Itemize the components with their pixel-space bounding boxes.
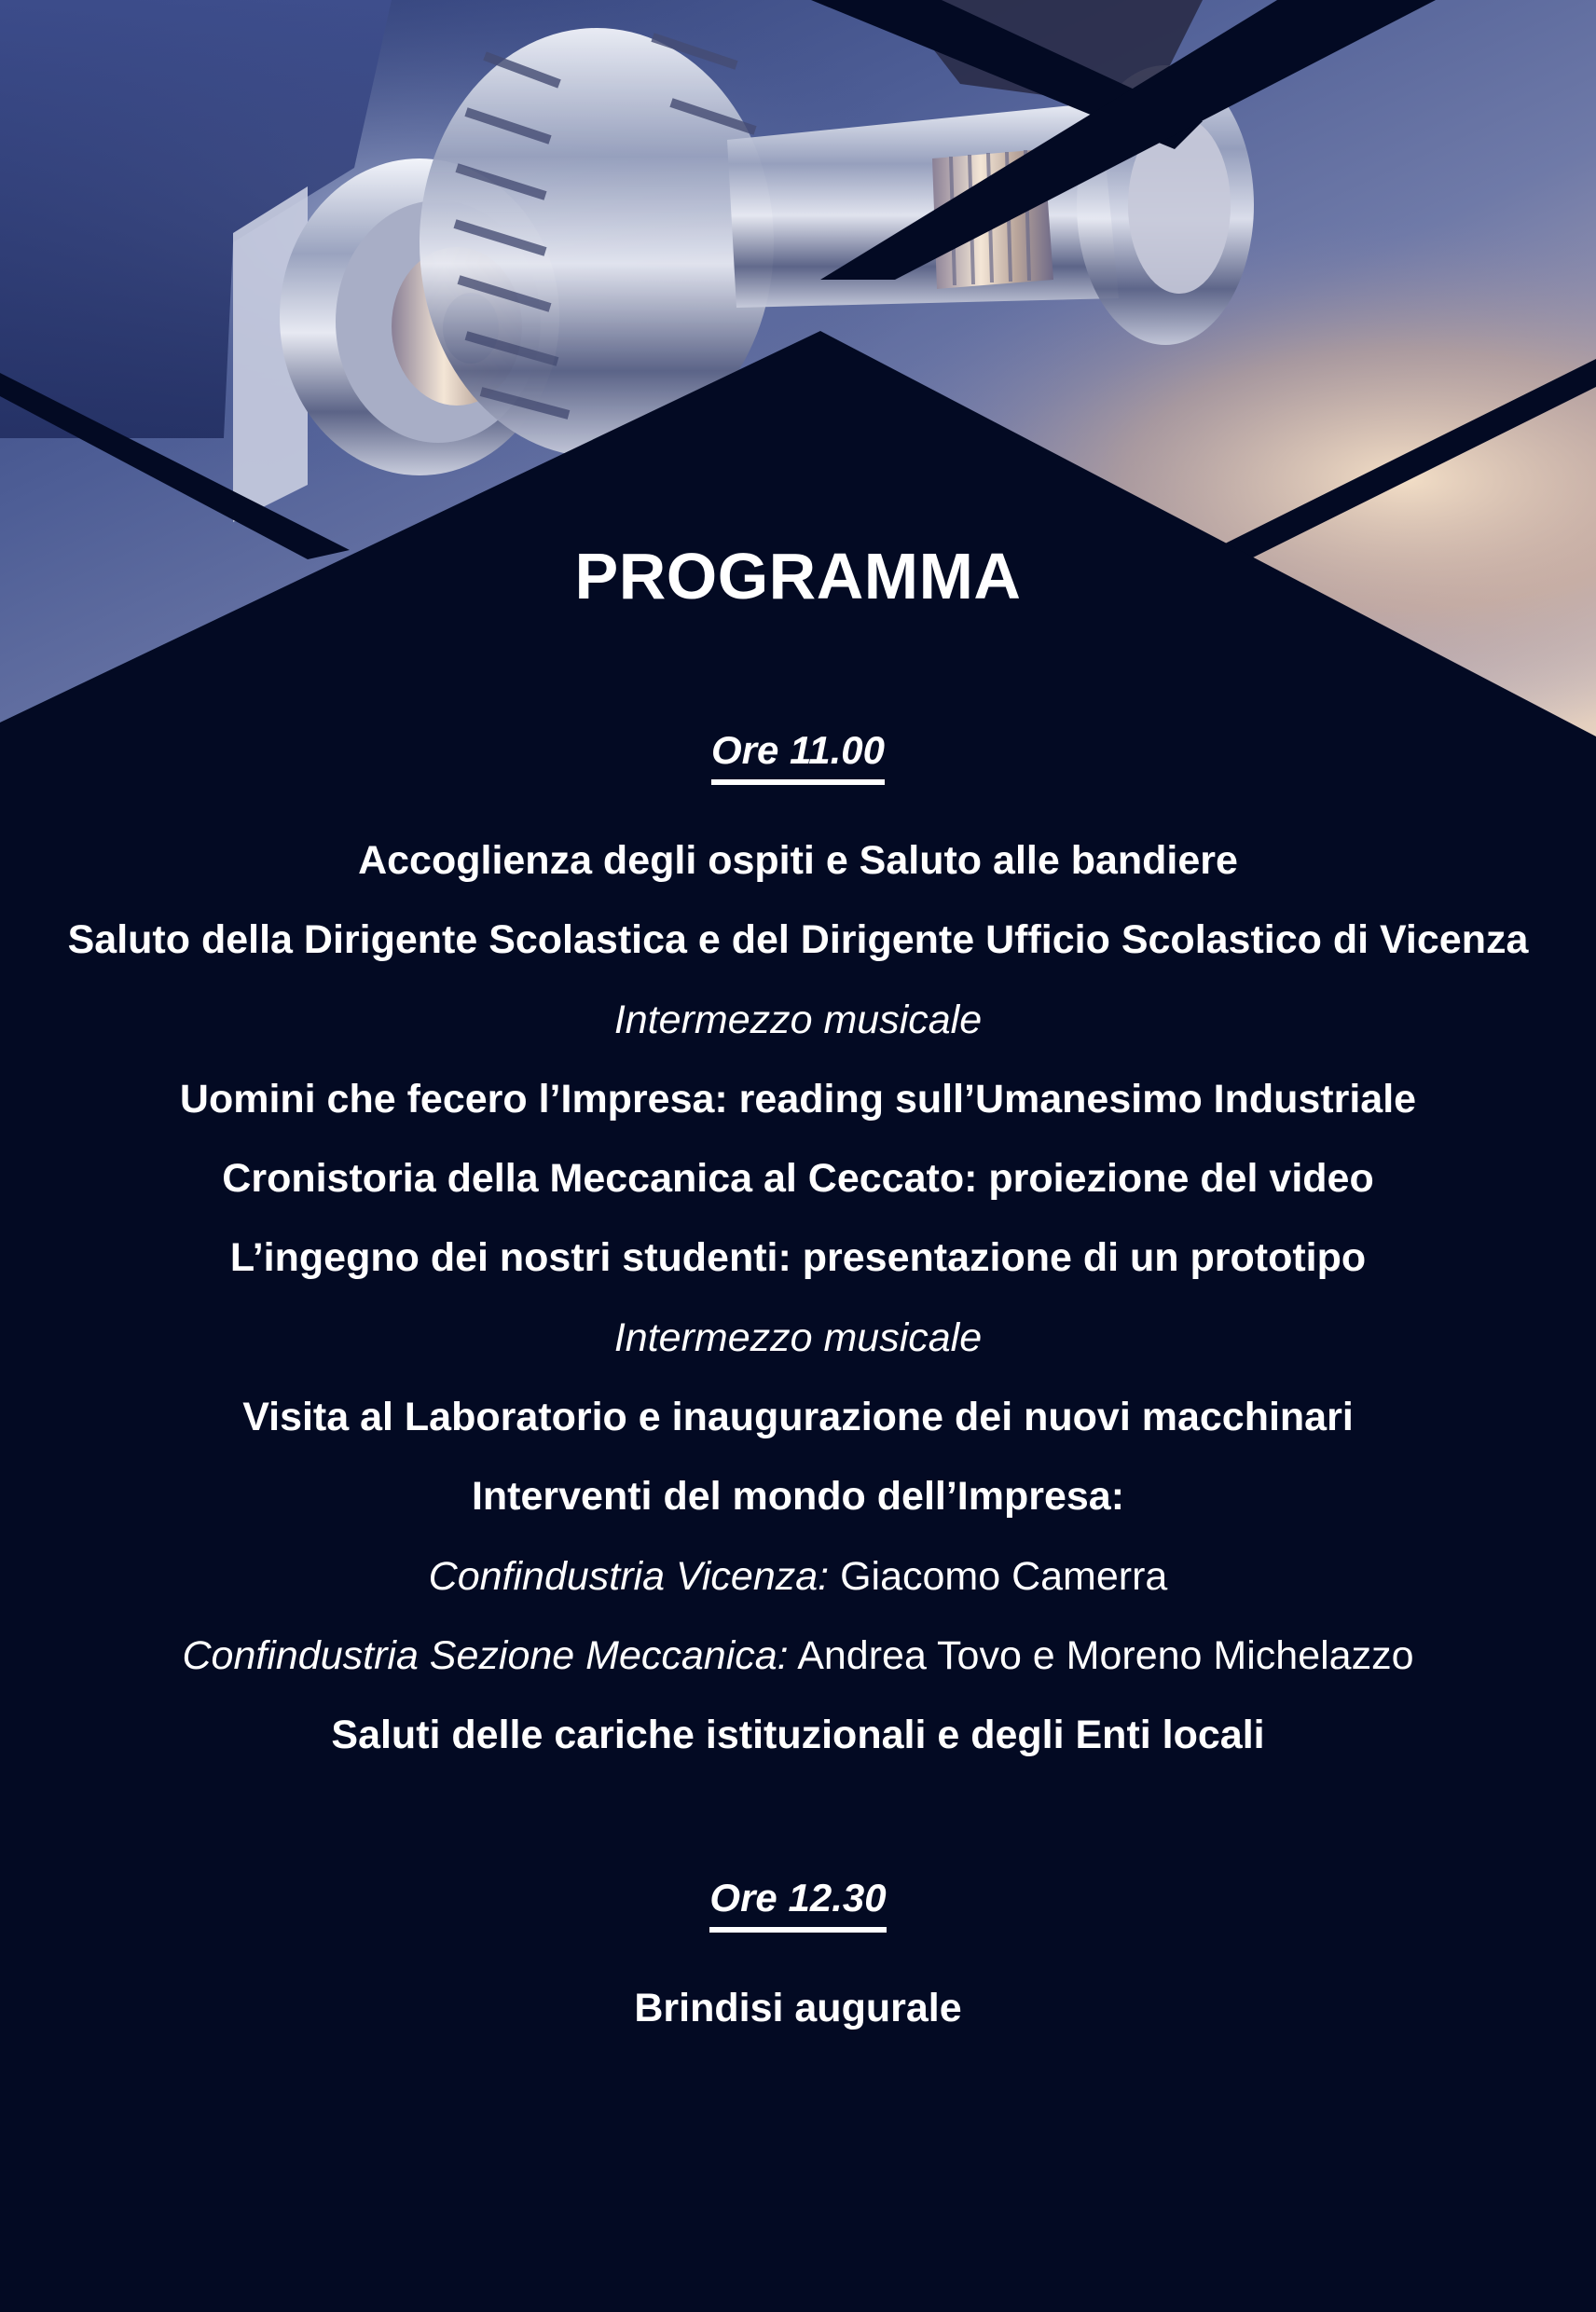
speaker-organization: Confindustria Sezione Meccanica: (182, 1632, 789, 1678)
session-time-label: Ore 11.00 (711, 727, 885, 785)
program-list-session-2 (0, 1980, 1596, 2059)
program-item: Accoglienza degli ospiti e Saluto alle bandiere (358, 838, 1238, 883)
session-time-label: Ore 12.30 (709, 1875, 886, 1933)
program-list-session-1 (0, 833, 1596, 1787)
program-item: Interventi del mondo dell’Impresa: (471, 1474, 1125, 1520)
program-item: Brindisi augurale (634, 1986, 962, 2030)
program-item: Cronistoria della Meccanica al Ceccato: proiezione del video (222, 1156, 1374, 1202)
speaker-names: Andrea Tovo e Moreno Michelazzo (788, 1632, 1414, 1678)
session-time-2 (0, 1875, 1596, 1933)
program-item: Saluto della Dirigente Scolastica e del Dirigente Ufficio Scolastico di Vicenza (67, 917, 1529, 963)
program-item: Visita al Laboratorio e inaugurazione dei nuovi macchinari (242, 1395, 1354, 1440)
program-item-interlude: Intermezzo musicale (613, 1314, 983, 1360)
program-item: Saluti delle cariche istituzionali e degli Enti locali (331, 1713, 1265, 1758)
speaker-names: Giacomo Camerra (829, 1553, 1168, 1599)
program-item-interlude: Intermezzo musicale (613, 997, 983, 1042)
program-item: Uomini che fecero l’Impresa: reading sull’Umanesimo Industriale (179, 1076, 1417, 1122)
program-item-speaker (0, 1548, 1596, 1628)
speaker-organization: Confindustria Vicenza: (428, 1553, 830, 1599)
program-item: L’ingegno dei nostri studenti: presentazione di un prototipo (229, 1235, 1367, 1281)
program-item-speaker (0, 1628, 1596, 1707)
session-time-1 (0, 727, 1596, 785)
page-title: PROGRAMMA (574, 540, 1022, 612)
machinery-gears-photo (0, 0, 1596, 736)
